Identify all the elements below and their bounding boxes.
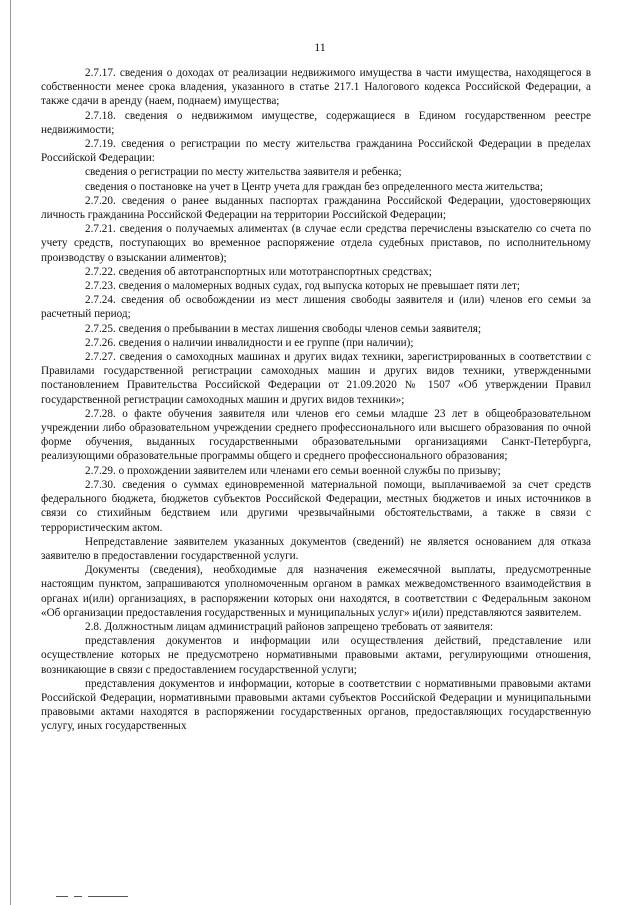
paragraph-2-7-20: 2.7.20. сведения о ранее выданных паспортах гражданина Российской Федерации, удостоверяющих личность гражданина Российской Федерации на территории Российской Федерации; — [41, 194, 591, 222]
paragraph-registration-center: сведения о постановке на учет в Центр учета для граждан без определенного места жительства; — [85, 180, 543, 193]
paragraph-2-7-27: 2.7.27. сведения о самоходных машинах и других видах техники, зарегистрированных в соответствии с Правилами государственной регистрации самоходных машин и других видов техники, утвержденными постановлением Правительства Российской Федерации от 21.09.2020 № 1507 «Об утверждении Правил государственной регистрации самоходных машин и других видов техники»; — [41, 351, 591, 406]
paragraph-2-7-30: 2.7.30. сведения о суммах единовременной материальной помощи, выплачиваемой за счет средств федерального бюджета, бюджетов субъектов Российской Федерации, местных бюджетов и иных источников в связи со стихийным бедствием или другими чрезвычайными обстоятельствами, а также в связи с террористическим актом. — [41, 478, 591, 534]
paragraph-2-7-18: 2.7.18. сведения о недвижимом имуществе, содержащиеся в Едином государственном реестре недвижимости; — [41, 109, 591, 136]
paragraph-2-7-19: 2.7.19. сведения о регистрации по месту жительства гражданина Российской Федерации в пределах Российской Федерации: — [41, 138, 591, 165]
paragraph-2-7-24: 2.7.24. сведения об освобождении из мест лишения свободы заявителя и (или) членов его семьи за расчетный период; — [41, 294, 591, 321]
document-body — [41, 66, 591, 734]
paragraph-2-7-21: 2.7.21. сведения о получаемых алиментах (в случае если средства перечислены взыскателю со счета по учету средств, поступающих во временное распоряжение отдела судебных приставов, по исполнительному производству о взыскании алиментов); — [41, 223, 591, 264]
paragraph-2-7-29: 2.7.29. о прохождении заявителем или членами его семьи военной службы по призыву; — [85, 464, 501, 477]
page-edge-line — [10, 0, 11, 905]
paragraph-documents-requested: Документы (сведения), необходимые для назначения ежемесячной выплаты, предусмотренные настоящим пунктом, запрашиваются уполномоченным органом в рамках межведомственного взаимодействия в органах и(или) организациях, в распоряжении которых они находятся, в соответствии с Федеральным законом «Об организации предоставления государственных и муниципальных услуг» и(или) представляются заявителем. — [41, 564, 591, 619]
scan-mark — [56, 896, 68, 897]
paragraph-2-7-17: 2.7.17. сведения о доходах от реализации недвижимого имущества в части имущества, находящегося в собственности менее срока владения, указанного в статье 217.1 Налогового кодекса Российской Федерации, а также сдачи в аренду (наем, поднаем) имущества; — [41, 67, 591, 108]
page-number: 11 — [314, 40, 326, 54]
paragraph-2-8: 2.8. Должностным лицам администраций районов запрещено требовать от заявителя: — [85, 620, 494, 633]
scan-mark — [74, 896, 82, 897]
paragraph-2-7-28: 2.7.28. о факте обучения заявителя или членов его семьи младше 23 лет в общеобразовательном учреждении либо образовательном учреждении среднего профессионального или высшего образования по очной форме обучения, выданных государственными образовательными организациями Санкт-Петербурга, реализующими образовательные программы общего и среднего профессионального образования; — [41, 407, 591, 463]
paragraph-prohibition-2: представления документов и информации, которые в соответствии с нормативными правовыми актами Российской Федерации, нормативными правовыми актами субъектов Российской Федерации и муниципальными правовыми актами находятся в распоряжении государственных органов, предоставляющих государственную услугу, иных государственных — [41, 677, 591, 733]
paragraph-registration-applicant-child: сведения о регистрации по месту жительства заявителя и ребенка; — [85, 166, 402, 179]
paragraph-2-7-26: 2.7.26. сведения о наличии инвалидности и ее группе (при наличии); — [85, 336, 414, 349]
paragraph-2-7-22: 2.7.22. сведения об автотранспортных или мототранспортных средствах; — [85, 265, 432, 278]
paragraph-prohibition-1: представления документов и информации или осуществления действий, представление или осуществление которых не предусмотрено нормативными правовыми актами, регулирующими отношения, возникающие в связи с предоставлением государственной услуги; — [41, 635, 591, 676]
paragraph-2-7-23: 2.7.23. сведения о маломерных водных судах, год выпуска которых не превышает пяти лет; — [85, 280, 520, 293]
scan-mark — [88, 896, 128, 897]
paragraph-non-submission: Непредставление заявителем указанных документов (сведений) не является основанием для отказа заявителю в предоставлении государственной услуги. — [41, 535, 591, 562]
bottom-scan-marks — [56, 896, 136, 898]
paragraph-2-7-25: 2.7.25. сведения о пребывании в местах лишения свободы членов семьи заявителя; — [85, 322, 482, 335]
